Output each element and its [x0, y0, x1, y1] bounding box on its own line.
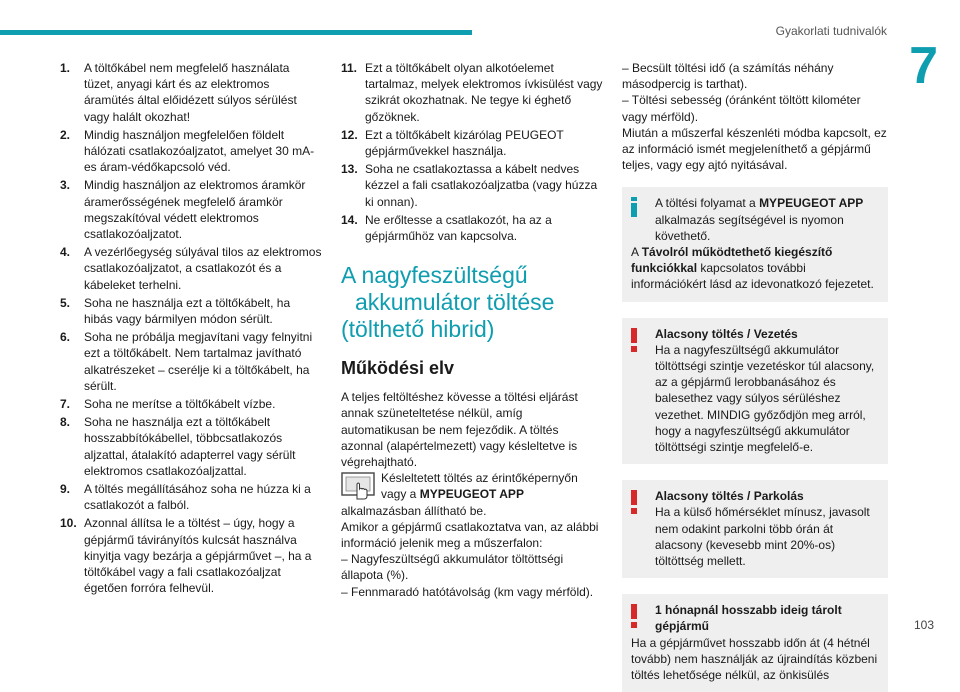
warning-icon [631, 328, 637, 352]
list-item-text: Mindig használjon megfelelően földelt hálózati csatlakozóaljzatot, amelyet 30 mA-es áram-védőkapcsoló véd. [84, 127, 315, 175]
list-item-number: 6. [60, 330, 71, 345]
list-item-number: 4. [60, 245, 71, 260]
list-item [60, 396, 322, 412]
list-item [341, 212, 603, 244]
list-item [60, 127, 322, 176]
list-item-text: A vezérlőegység súlyával tilos az elektromos csatlakozóaljzatot, a csatlakozót és a kábeleket terhelni. [84, 245, 322, 292]
delayed-charging-paragraph [341, 470, 603, 519]
list-item [341, 60, 603, 125]
section-title-line-1: A nagyfeszültségű [341, 262, 528, 289]
list-item [341, 161, 603, 210]
chapter-number: 7 [909, 37, 938, 95]
info-text-1 [631, 195, 878, 244]
list-item-number: 3. [60, 178, 71, 193]
dash-item-time: – Becsült töltési idő (a számítás néhány másodpercig is tarthat). [622, 61, 834, 92]
subsection-title: Működési elv [341, 358, 455, 379]
safety-list-2 [341, 60, 603, 244]
list-item [60, 515, 322, 596]
list-item-text: Soha ne próbálja megjavítani vagy felnyitni ezt a töltőkábelt. Nem tartalmaz javítható alkatrészeket – cserélje ki a töltőkábelt, ha sérült. [84, 330, 313, 393]
list-item [60, 481, 322, 513]
list-item-text: Soha ne merítse a töltőkábelt vízbe. [84, 397, 276, 412]
dash-item-soc: – Nagyfeszültségű akkumulátor töltöttségi állapota (%). [341, 552, 564, 583]
warning-title-parking: Alacsony töltés / Parkolás [655, 489, 804, 504]
section-title [341, 262, 603, 343]
list-item-number: 12. [341, 127, 358, 142]
header-accent-bar [0, 30, 472, 35]
list-item-number: 7. [60, 397, 71, 412]
info-text-2 [631, 244, 878, 293]
info-remote-functions: Távolról működtethető kiegészítő funkciókkal [631, 245, 833, 276]
info-text-2b: kapcsolatos további információkért lásd az idevonatkozó fejezetet. [631, 261, 874, 292]
standby-paragraph: Miután a műszerfal készenléti módba kapcsolt, ez az információ ismét megjeleníthető a gépjármű teljes, vagy egy ajtó nyitásával. [622, 125, 887, 173]
list-item-text: A töltés megállításához soha ne húzza ki a csatlakozót a falból. [84, 482, 311, 513]
dash-item-range: – Fennmaradó hatótávolság (km vagy mérföld). [341, 584, 594, 599]
info-text-1b: alkalmazás segítségével is nyomon követhető. [655, 212, 844, 243]
warning-title-storage-2: gépjármű [655, 619, 710, 634]
delayed-charging-text-1: Késleltetett töltés az érintőképernyőn vagy a [381, 471, 578, 502]
list-item-text: Soha ne használja ezt a töltőkábelt hosszabbítókábellel, többcsatlakozós aljzattal, átalakító adapterrel vagy sérült elektromos csatlakozóaljzattal. [84, 415, 296, 478]
info-app-name: MYPEUGEOT APP [759, 196, 864, 211]
list-item [60, 244, 322, 293]
header-title: Gyakorlati tudnivalók [775, 24, 887, 38]
list-item-number: 13. [341, 162, 358, 177]
warning-box-driving [622, 318, 888, 465]
warning-icon [631, 490, 637, 514]
section-title-line-3: (tölthető hibrid) [341, 316, 495, 343]
warning-icon [631, 604, 637, 628]
list-item-number: 11. [341, 61, 358, 75]
list-item-text: Soha ne csatlakoztassa a kábelt nedves kézzel a fali csatlakozóaljzatba (vagy húzza ki onnan). [365, 162, 598, 209]
list-item-number: 14. [341, 212, 358, 227]
delayed-charging-text-2: alkalmazásban állítható be. [341, 503, 487, 518]
warning-text-driving: Ha a nagyfeszültségű akkumulátor töltöttségi szintje vezetéskor túl alacsony, az a gépjármű lerobbanásához és balesethez vagy súlyos sérüléshez vezethet. MINDIG győződjön meg arról, hogy a nagyfeszültségű akkumulátor töltöttségi szintje megfelelő-e. [655, 342, 875, 455]
warning-text-parking: Ha a külső hőmérséklet mínusz, javasolt nem odakint parkolni több órán át alacsony (kevesebb mint 20%-os) töltöttség mellett. [655, 505, 870, 569]
info-box [622, 187, 888, 301]
dash-item-speed: – Töltési sebesség (óránként töltött kilométer vagy mérföld). [622, 93, 861, 124]
list-item-number: 1. [60, 61, 71, 75]
list-item-text: Ezt a töltőkábelt kizárólag PEUGEOT gépjárművekkel használja. [365, 127, 564, 159]
safety-list-1 [60, 60, 322, 597]
list-item-number: 5. [60, 295, 71, 310]
intro-paragraph: A teljes feltöltéshez kövesse a töltési eljárást annak szüneteltetése nélkül, amíg automatikusan be nem fejeződik. A töltés azonnal (alapértelmezett) vagy késleltetve is végrehajtható. [341, 390, 578, 470]
info-icon [631, 197, 637, 217]
list-item [60, 295, 322, 327]
list-item [60, 177, 322, 242]
page-number: 103 [913, 618, 934, 632]
list-item-text: Soha ne használja ezt a töltőkábelt, ha hibás vagy bármilyen módon sérült. [84, 295, 291, 327]
list-item-number: 8. [60, 415, 71, 430]
list-item [60, 414, 322, 479]
list-item-text: A töltőkábel nem megfelelő használata tüzet, anyagi kárt és az elektromos áramütés által előidézett súlyos sérülést vagy halált okozhat! [84, 61, 297, 124]
list-item [60, 329, 322, 394]
list-item-number: 2. [60, 127, 71, 142]
dashboard-info-intro: Amikor a gépjármű csatlakoztatva van, az alábbi információ jelenik meg a műszerfalon: [341, 519, 599, 551]
column-3 [622, 60, 888, 692]
warning-text-storage: Ha a gépjárművet hosszabb időn át (4 hétnél tovább) nem használják az újraindítás közbeni töltés lehetősége nélkül, az önkisülés [631, 635, 878, 683]
mypeugeot-app-label: MYPEUGEOT APP [419, 487, 524, 502]
list-item-number: 10. [60, 516, 77, 531]
warning-title-storage-1: 1 hónapnál hosszabb ideig tárolt [655, 603, 842, 618]
list-item-text: Ezt a töltőkábelt olyan alkotóelemet tartalmaz, melyek elektromos ívkisülést vagy szikrát okozhatnak. Ne tegye ki éghető gőzöknek. [365, 61, 603, 124]
list-item-text: Ne erőltesse a csatlakozót, ha az a gépjárműhöz van kapcsolva. [365, 212, 552, 244]
section-title-line-2: akkumulátor töltése [355, 289, 555, 316]
warning-title-driving: Alacsony töltés / Vezetés [655, 326, 798, 341]
column-1 [60, 60, 322, 599]
touchscreen-hand-icon [341, 472, 375, 500]
warning-box-storage [622, 594, 888, 692]
list-item-number: 9. [60, 482, 71, 497]
list-item [341, 127, 603, 159]
info-text-2a: A [631, 245, 642, 260]
list-item-text: Mindig használjon az elektromos áramkör áramerősségének megfelelő áramkör megszakítóval védett elektromos csatlakozóaljzatot. [84, 178, 306, 242]
warning-box-parking [622, 480, 888, 578]
column-2 [341, 60, 603, 600]
list-item-text: Azonnal állítsa le a töltést – úgy, hogy a gépjármű távirányítós kulcsát használva kinyitja vagy bezárja a gépjárművet –, ha a töltőkábel vagy a fali csatlakozóaljzat égetően forróra felhevül. [84, 516, 312, 596]
info-text-1a: A töltési folyamat a [655, 196, 760, 211]
list-item [60, 60, 322, 125]
